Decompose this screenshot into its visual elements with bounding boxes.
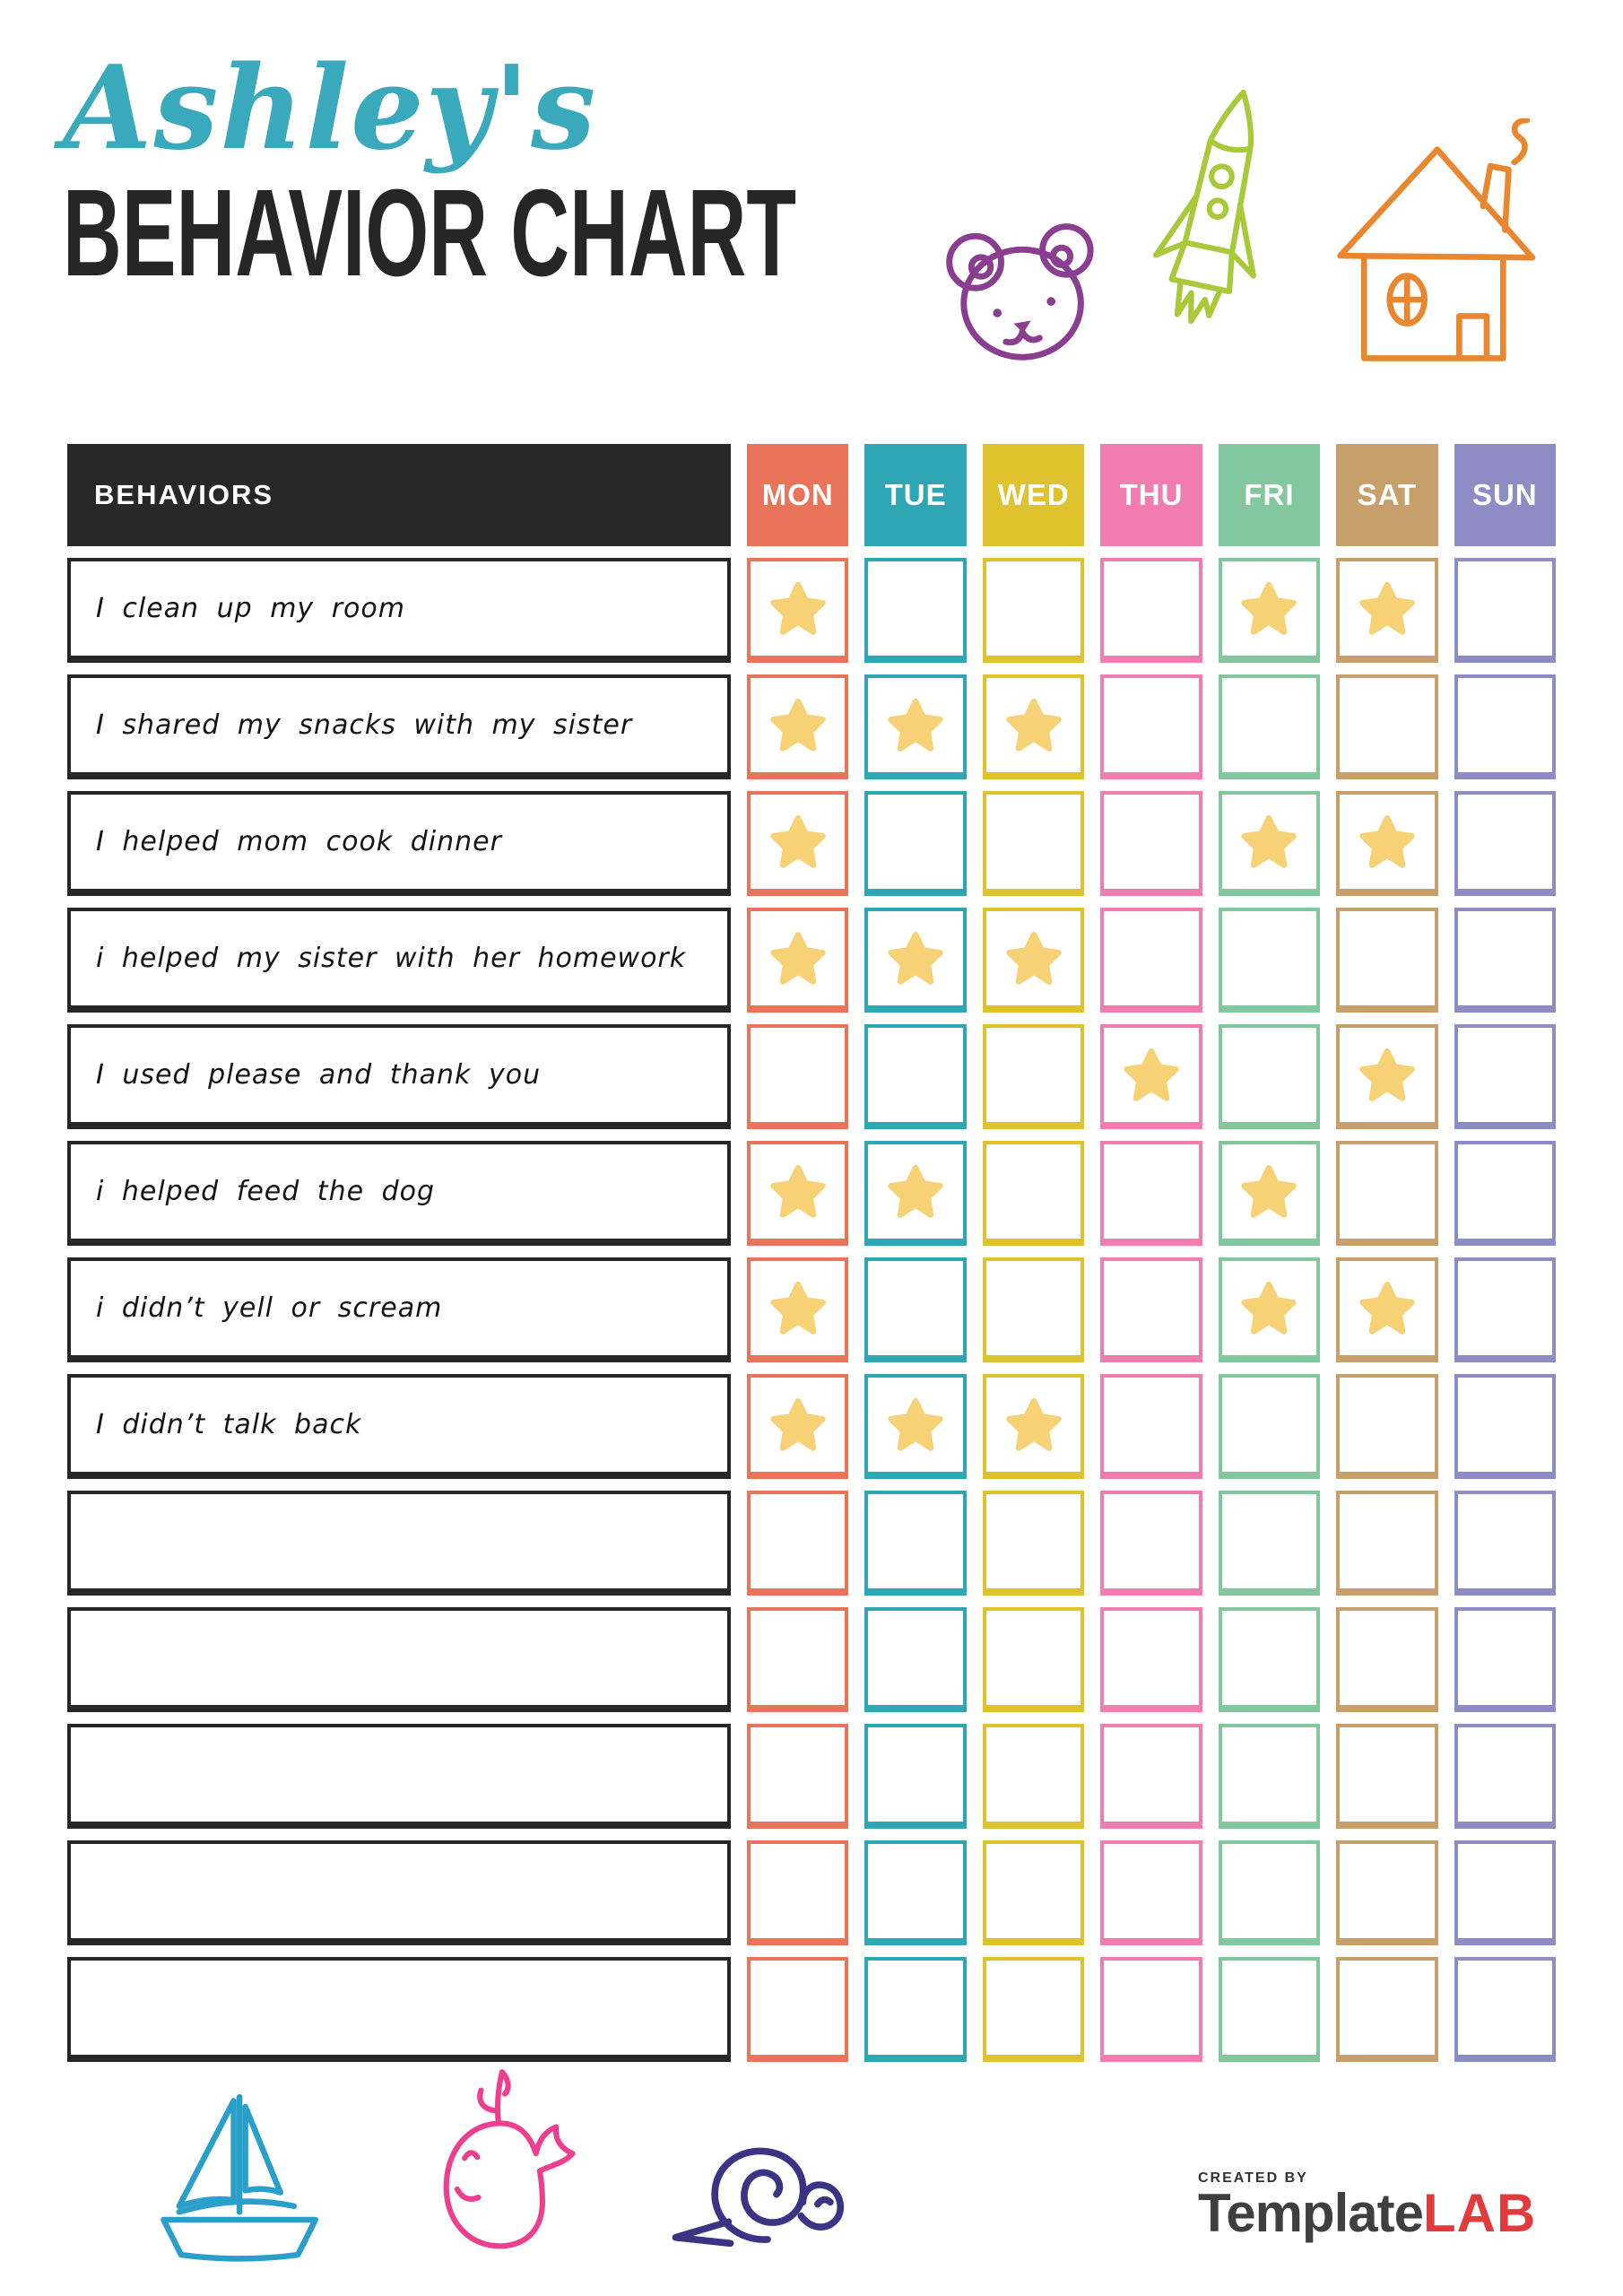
day-header-sat: SAT	[1336, 444, 1437, 546]
star-icon	[886, 1163, 945, 1220]
star-icon	[768, 1163, 828, 1220]
day-cell-thu[interactable]	[1100, 1840, 1202, 1945]
behavior-label[interactable]	[67, 1607, 731, 1712]
day-cell-fri[interactable]	[1219, 908, 1320, 1013]
day-cell-wed[interactable]	[983, 1257, 1084, 1362]
day-cell-thu[interactable]	[1100, 1374, 1202, 1479]
behavior-row	[67, 1840, 1556, 1945]
behavior-label[interactable]	[67, 1840, 731, 1945]
day-cell-tue[interactable]	[864, 674, 966, 779]
day-cell-fri[interactable]	[1219, 558, 1320, 663]
day-cell-sun[interactable]	[1454, 1024, 1556, 1129]
owner-name: Ashley's	[63, 41, 598, 176]
star-icon	[1239, 1163, 1298, 1220]
day-cell-tue[interactable]	[864, 1724, 966, 1829]
star-icon	[1004, 930, 1063, 987]
day-cell-thu[interactable]	[1100, 1024, 1202, 1129]
behavior-row	[67, 1607, 1556, 1712]
day-cell-sat[interactable]	[1336, 558, 1437, 663]
day-cell-fri[interactable]	[1219, 1491, 1320, 1596]
day-cell-mon[interactable]	[747, 558, 848, 663]
behavior-row	[67, 674, 1556, 779]
day-cell-wed[interactable]	[983, 1607, 1084, 1712]
behavior-label[interactable]: I clean up my room	[67, 558, 731, 663]
star-icon	[1239, 813, 1298, 870]
day-cell-mon[interactable]	[747, 1957, 848, 2062]
day-cell-mon[interactable]	[747, 674, 848, 779]
day-cell-fri[interactable]	[1219, 1840, 1320, 1945]
day-header-fri: FRI	[1219, 444, 1320, 546]
day-cell-tue[interactable]	[864, 1141, 966, 1246]
star-icon	[886, 1396, 945, 1453]
day-cell-sat[interactable]	[1336, 1257, 1437, 1362]
day-cell-tue[interactable]	[864, 1957, 966, 2062]
day-cell-fri[interactable]	[1219, 791, 1320, 896]
day-cell-mon[interactable]	[747, 791, 848, 896]
chart-rows	[67, 558, 1556, 2062]
behavior-label[interactable]: I helped mom cook dinner	[67, 791, 731, 896]
day-cell-thu[interactable]	[1100, 791, 1202, 896]
behavior-row	[67, 1491, 1556, 1596]
day-cell-sat[interactable]	[1336, 908, 1437, 1013]
day-cell-tue[interactable]	[864, 1024, 966, 1129]
brand-wordmark	[1198, 2183, 1537, 2243]
day-cell-wed[interactable]	[983, 908, 1084, 1013]
behavior-row	[67, 908, 1556, 1013]
behavior-row	[67, 791, 1556, 896]
day-cell-sun[interactable]	[1454, 1840, 1556, 1945]
day-cell-sat[interactable]	[1336, 1374, 1437, 1479]
day-cell-sun[interactable]	[1454, 908, 1556, 1013]
day-cell-tue[interactable]	[864, 908, 966, 1013]
day-cell-thu[interactable]	[1100, 674, 1202, 779]
day-cell-mon[interactable]	[747, 1257, 848, 1362]
day-cell-thu[interactable]	[1100, 1491, 1202, 1596]
day-cell-sat[interactable]	[1336, 791, 1437, 896]
star-icon	[1239, 580, 1298, 637]
star-icon	[1358, 813, 1417, 870]
day-cell-tue[interactable]	[864, 558, 966, 663]
day-cell-wed[interactable]	[983, 558, 1084, 663]
star-icon	[768, 1396, 828, 1453]
day-cell-fri[interactable]	[1219, 1724, 1320, 1829]
star-icon	[886, 930, 945, 987]
snail-icon	[655, 2124, 857, 2251]
day-header-thu: THU	[1100, 444, 1202, 546]
behavior-row	[67, 1374, 1556, 1479]
day-cell-sat[interactable]	[1336, 1024, 1437, 1129]
star-icon	[768, 697, 828, 753]
day-cell-mon[interactable]	[747, 1141, 848, 1246]
created-by-label: CREATED BY	[1198, 2170, 1308, 2186]
star-icon	[1358, 580, 1417, 637]
behaviors-column-header: BEHAVIORS	[67, 444, 731, 546]
day-cell-wed[interactable]	[983, 1374, 1084, 1479]
day-cell-sun[interactable]	[1454, 1374, 1556, 1479]
star-icon	[1004, 697, 1063, 753]
day-header-wed: WED	[983, 444, 1084, 546]
day-cell-tue[interactable]	[864, 1607, 966, 1712]
day-cell-fri[interactable]	[1219, 674, 1320, 779]
page-title: BEHAVIOR CHART	[63, 164, 797, 303]
star-icon	[1004, 1396, 1063, 1453]
day-cell-sat[interactable]	[1336, 1957, 1437, 2062]
star-icon	[1239, 1280, 1298, 1336]
behavior-label[interactable]: i helped feed the dog	[67, 1141, 731, 1246]
star-icon	[886, 697, 945, 753]
day-cell-wed[interactable]	[983, 1491, 1084, 1596]
day-cell-thu[interactable]	[1100, 558, 1202, 663]
day-cell-thu[interactable]	[1100, 1957, 1202, 2062]
templatelab-logo	[1198, 2170, 1537, 2243]
day-cell-sat[interactable]	[1336, 674, 1437, 779]
day-cell-wed[interactable]	[983, 1141, 1084, 1246]
day-cell-sat[interactable]	[1336, 1840, 1437, 1945]
behavior-chart	[67, 444, 1556, 2062]
day-cell-mon[interactable]	[747, 1491, 848, 1596]
behavior-row	[67, 1724, 1556, 1829]
behavior-label[interactable]	[67, 1491, 731, 1596]
day-cell-sun[interactable]	[1454, 1491, 1556, 1596]
star-icon	[1358, 1047, 1417, 1103]
behavior-row	[67, 1024, 1556, 1129]
day-cell-fri[interactable]	[1219, 1374, 1320, 1479]
behavior-label[interactable]: i didn’t yell or scream	[67, 1257, 731, 1362]
rocket-icon	[1137, 83, 1297, 387]
day-cell-wed[interactable]	[983, 674, 1084, 779]
day-cell-mon[interactable]	[747, 1374, 848, 1479]
day-cell-wed[interactable]	[983, 1724, 1084, 1829]
star-icon	[768, 580, 828, 637]
behavior-label[interactable]	[67, 1724, 731, 1829]
day-cell-thu[interactable]	[1100, 1724, 1202, 1829]
day-cell-wed[interactable]	[983, 1024, 1084, 1129]
day-cell-wed[interactable]	[983, 1840, 1084, 1945]
day-cell-sun[interactable]	[1454, 1607, 1556, 1712]
day-cell-mon[interactable]	[747, 1607, 848, 1712]
day-cell-fri[interactable]	[1219, 1141, 1320, 1246]
sailboat-icon	[136, 2081, 341, 2280]
star-icon	[1122, 1047, 1181, 1103]
day-cell-fri[interactable]	[1219, 1607, 1320, 1712]
day-cell-thu[interactable]	[1100, 1141, 1202, 1246]
whale-icon	[387, 2063, 619, 2278]
day-cell-sun[interactable]	[1454, 1257, 1556, 1362]
behavior-row	[67, 558, 1556, 663]
day-cell-tue[interactable]	[864, 1374, 966, 1479]
star-icon	[768, 930, 828, 987]
behavior-label[interactable]: I shared my snacks with my sister	[67, 674, 731, 779]
day-cell-sat[interactable]	[1336, 1141, 1437, 1246]
day-cell-wed[interactable]	[983, 1957, 1084, 2062]
day-cell-sun[interactable]	[1454, 1141, 1556, 1246]
day-cell-fri[interactable]	[1219, 1257, 1320, 1362]
day-cell-mon[interactable]	[747, 908, 848, 1013]
day-cell-tue[interactable]	[864, 791, 966, 896]
brand-lab: LAB	[1422, 2183, 1537, 2243]
chart-header-row	[67, 444, 1556, 546]
day-cell-fri[interactable]	[1219, 1957, 1320, 2062]
day-cell-mon[interactable]	[747, 1724, 848, 1829]
day-cell-sun[interactable]	[1454, 791, 1556, 896]
day-cell-sun[interactable]	[1454, 1957, 1556, 2062]
day-cell-mon[interactable]	[747, 1024, 848, 1129]
house-icon	[1320, 118, 1567, 384]
day-cell-wed[interactable]	[983, 791, 1084, 896]
day-header-tue: TUE	[864, 444, 966, 546]
day-cell-tue[interactable]	[864, 1840, 966, 1945]
day-cell-sun[interactable]	[1454, 1724, 1556, 1829]
day-cell-thu[interactable]	[1100, 908, 1202, 1013]
day-cell-sun[interactable]	[1454, 558, 1556, 663]
behavior-row	[67, 1257, 1556, 1362]
day-cell-thu[interactable]	[1100, 1607, 1202, 1712]
day-header-mon: MON	[747, 444, 848, 546]
bear-icon	[922, 204, 1121, 368]
day-cell-thu[interactable]	[1100, 1257, 1202, 1362]
behavior-row	[67, 1957, 1556, 2062]
day-cell-tue[interactable]	[864, 1491, 966, 1596]
behavior-label[interactable]: i helped my sister with her homework	[67, 908, 731, 1013]
day-cell-mon[interactable]	[747, 1840, 848, 1945]
behavior-label[interactable]: I used please and thank you	[67, 1024, 731, 1129]
behavior-label[interactable]: I didn’t talk back	[67, 1374, 731, 1479]
day-cell-tue[interactable]	[864, 1257, 966, 1362]
day-cell-sat[interactable]	[1336, 1607, 1437, 1712]
day-cell-sun[interactable]	[1454, 674, 1556, 779]
day-cell-fri[interactable]	[1219, 1024, 1320, 1129]
behavior-row	[67, 1141, 1556, 1246]
day-cell-sat[interactable]	[1336, 1491, 1437, 1596]
star-icon	[768, 1280, 828, 1336]
star-icon	[768, 813, 828, 870]
day-header-sun: SUN	[1454, 444, 1556, 546]
day-cell-sat[interactable]	[1336, 1724, 1437, 1829]
star-icon	[1358, 1280, 1417, 1336]
behavior-label[interactable]	[67, 1957, 731, 2062]
brand-template: Template	[1198, 2183, 1423, 2243]
